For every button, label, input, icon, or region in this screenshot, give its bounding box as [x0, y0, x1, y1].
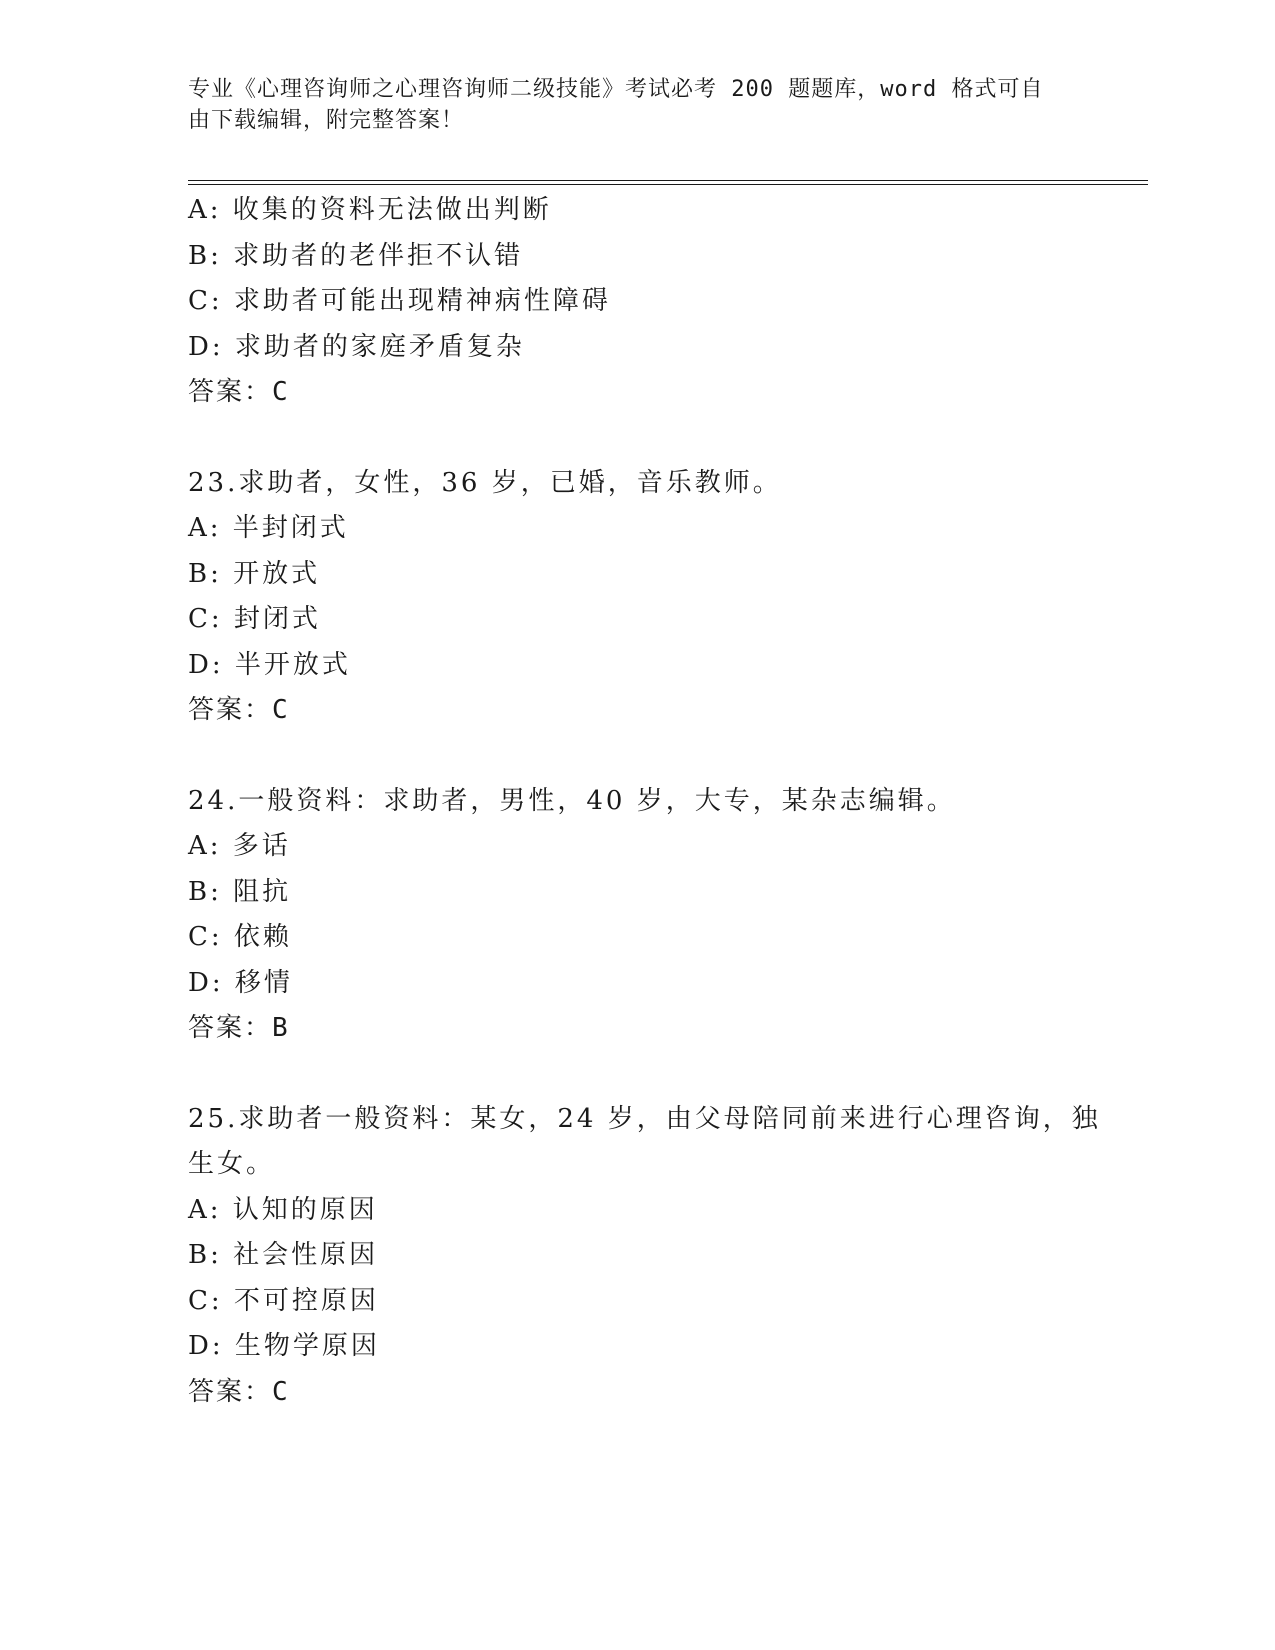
question-stem: 24.一般资料：求助者，男性，40 岁，大专，某杂志编辑。 [188, 785, 956, 816]
header-divider-top [188, 180, 1148, 181]
option-b: B: 阻抗 [188, 876, 292, 907]
question-22 [188, 188, 1088, 416]
answer-label: 答案： [188, 695, 273, 725]
question-25 [188, 1097, 1101, 1416]
question-23 [188, 461, 1088, 734]
option-c: C: 依赖 [188, 922, 292, 952]
question-stem-line-2: 生女。 [188, 1149, 276, 1179]
question-24 [188, 779, 1088, 1052]
answer-line [188, 370, 1088, 416]
answer-label: 答案： [188, 377, 273, 407]
answer-line [188, 1006, 1088, 1052]
question-list [188, 188, 1101, 1415]
answer-value: C [272, 695, 290, 725]
answer-value: C [272, 377, 290, 407]
option-d: D: 移情 [188, 967, 293, 998]
option-b: B: 求助者的老伴拒不认错 [188, 240, 524, 271]
answer-value: B [272, 1013, 290, 1043]
question-stem: 23.求助者，女性，36 岁，已婚，音乐教师。 [188, 467, 782, 498]
option-b: B: 开放式 [188, 558, 321, 589]
header-line-2: 由下载编辑，附完整答案！ [188, 108, 465, 133]
answer-label: 答案： [188, 1376, 273, 1407]
option-c: C: 求助者可能出现精神病性障碍 [188, 286, 611, 316]
header-line-1: 专业《心理咨询师之心理咨询师二级技能》考试必考 200 题题库，word 格式可自 [188, 77, 1044, 102]
option-a: A: 多话 [188, 831, 291, 861]
option-d: D: 生物学原因 [188, 1331, 380, 1361]
answer-line [188, 688, 1088, 734]
answer-label: 答案： [188, 1013, 273, 1043]
option-a: A: 收集的资料无法做出判断 [188, 195, 552, 225]
answer-value: C [272, 1376, 290, 1407]
option-d: D: 求助者的家庭矛盾复杂 [188, 331, 525, 362]
option-c: C: 不可控原因 [188, 1285, 379, 1316]
question-stem-line-1: 25.求助者一般资料：某女，24 岁，由父母陪同前来进行心理咨询，独 [188, 1103, 1101, 1134]
option-a: A: 半封闭式 [188, 513, 349, 543]
option-b: B: 社会性原因 [188, 1240, 379, 1270]
header-divider-bottom [188, 184, 1148, 185]
answer-line [188, 1370, 1088, 1416]
document-header [188, 74, 1068, 136]
option-a: A: 认知的原因 [188, 1194, 378, 1225]
option-d: D: 半开放式 [188, 649, 351, 680]
option-c: C: 封闭式 [188, 604, 321, 634]
